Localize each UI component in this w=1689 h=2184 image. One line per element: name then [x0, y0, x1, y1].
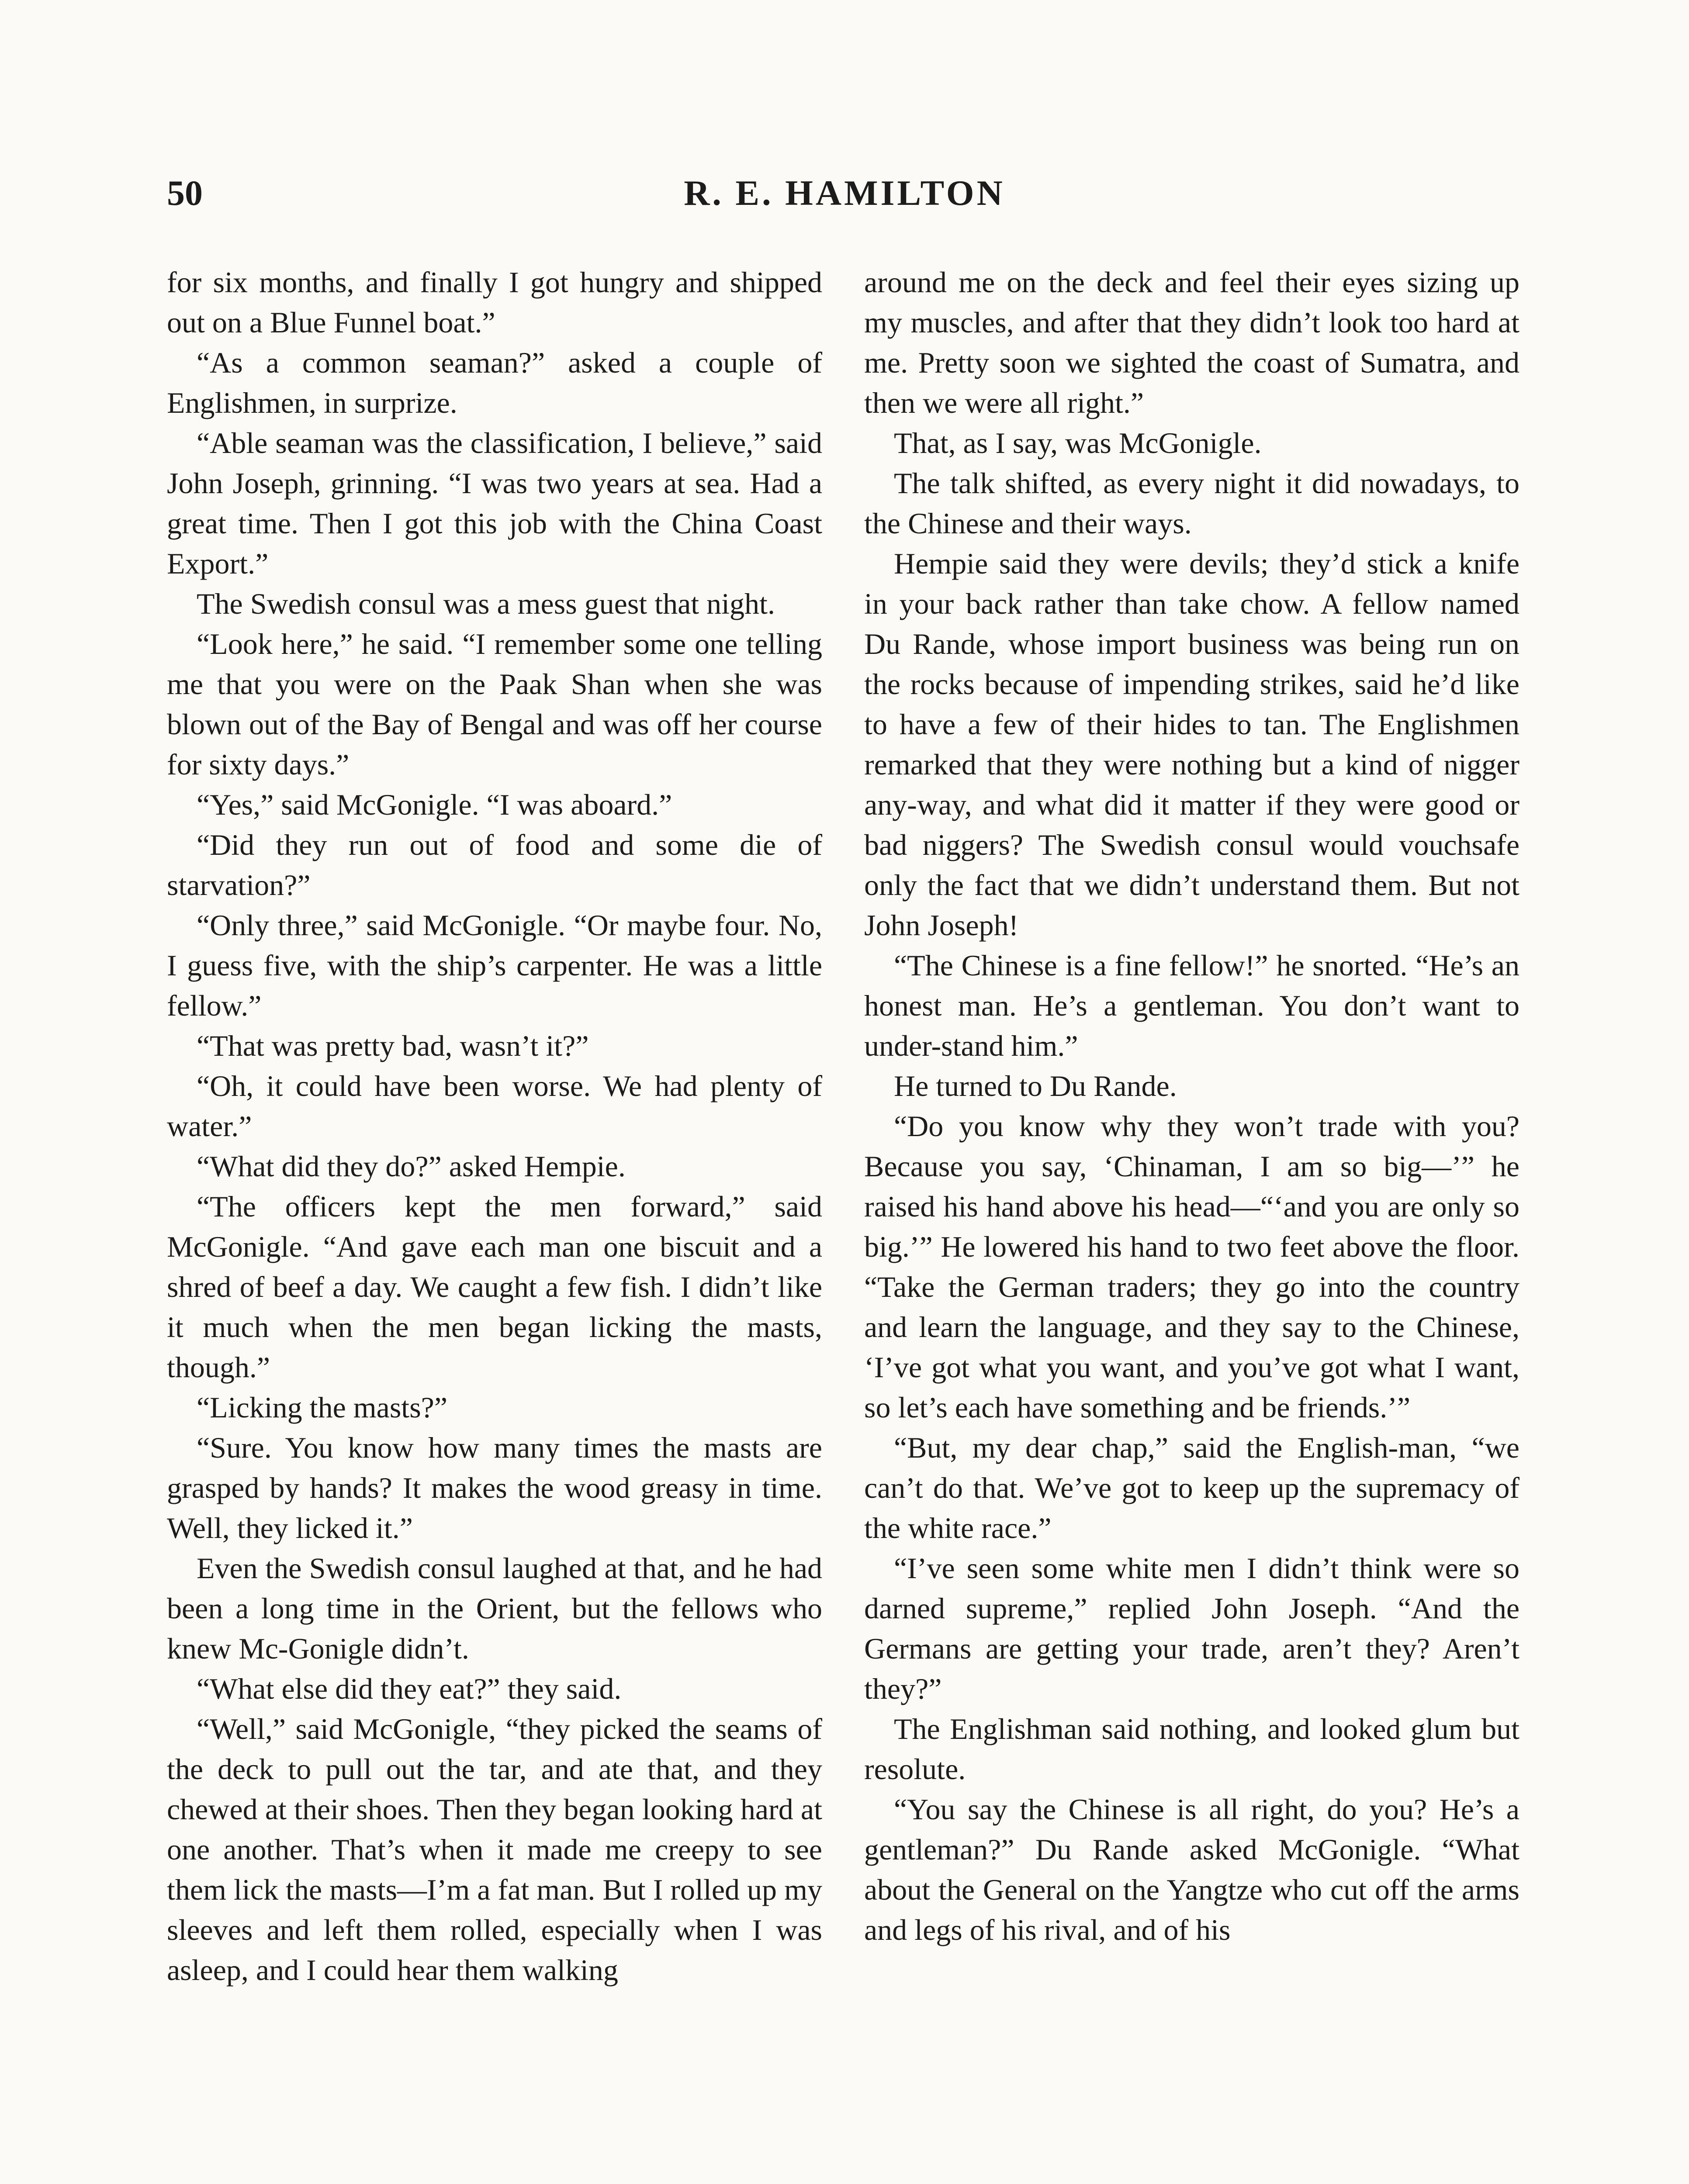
right-column — [864, 262, 1519, 1950]
paragraph: “Look here,” he said. “I remember some one telling me that you were on the Paak Shan when she was blown out of the Bay of Bengal and was off her course for sixty days.” — [167, 627, 822, 781]
page-header — [0, 173, 1689, 225]
paragraph: “What did they do?” asked Hempie. — [197, 1150, 626, 1183]
paragraph: The Swedish consul was a mess guest that night. — [197, 587, 775, 620]
paragraph: “Sure. You know how many times the masts are grasped by hands? It makes the wood greasy in time. Well, they licked it.” — [167, 1431, 822, 1545]
paragraph: Even the Swedish consul laughed at that, and he had been a long time in the Orient, but the fellows who knew Mc-Gonigle didn’t. — [167, 1552, 822, 1665]
paragraph: “Able seaman was the classification, I believe,” said John Joseph, grinning. “I was two years at sea. Had a great time. Then I got this job with the China Coast Export.” — [167, 426, 822, 580]
left-column — [167, 262, 822, 1990]
page-number: 50 — [167, 173, 203, 213]
paragraph: “The officers kept the men forward,” said McGonigle. “And gave each man one biscuit and a shred of beef a day. We caught a few fish. I didn’t like it much when the men began licking the masts, though.” — [167, 1190, 822, 1384]
paragraph: Hempie said they were devils; they’d stick a knife in your back rather than take chow. A fellow named Du Rande, whose import business was being run on the rocks because of impending strikes, said he’d like to have a few of their hides to tan. The Englishmen remarked that they were nothing but a kind of nigger any-way, and what did it matter if they were good or bad niggers? The Swedish consul would vouchsafe only the fact that we didn’t understand them. But not John Joseph! — [864, 547, 1519, 942]
paragraph: “I’ve seen some white men I didn’t think were so darned supreme,” replied John Joseph. “And the Germans are getting your trade, aren’t they? Aren’t they?” — [864, 1552, 1519, 1705]
paragraph: “Yes,” said McGonigle. “I was aboard.” — [197, 788, 672, 821]
paragraph: “Do you know why they won’t trade with you? Because you say, ‘Chinaman, I am so big—’” he raised his hand above his head—“‘and you are only so big.’” He lowered his hand to two feet above the floor. “Take the German traders; they go into the country and learn the language, and they say to the Chinese, ‘I’ve got what you want, and you’ve got what I want, so let’s each have something and be friends.’” — [864, 1109, 1519, 1424]
paragraph: for six months, and finally I got hungry and shipped out on a Blue Funnel boat.” — [167, 266, 822, 339]
running-head: R. E. HAMILTON — [684, 173, 1005, 213]
paragraph: “Licking the masts?” — [197, 1391, 448, 1424]
paragraph: “That was pretty bad, wasn’t it?” — [197, 1029, 589, 1062]
paragraph: He turned to Du Rande. — [894, 1069, 1177, 1102]
paragraph: “The Chinese is a fine fellow!” he snorted. “He’s an honest man. He’s a gentleman. You don’t want to under-stand him.” — [864, 949, 1519, 1062]
paragraph: “But, my dear chap,” said the English-man, “we can’t do that. We’ve got to keep up the supremacy of the white race.” — [864, 1431, 1519, 1545]
paragraph: “You say the Chinese is all right, do you? He’s a gentleman?” Du Rande asked McGonigle. “What about the General on the Yangtze who cut off the arms and legs of his rival, and of his — [864, 1793, 1519, 1946]
paragraph: “Oh, it could have been worse. We had plenty of water.” — [167, 1069, 822, 1143]
paragraph: The talk shifted, as every night it did nowadays, to the Chinese and their ways. — [864, 467, 1519, 540]
paragraph: The Englishman said nothing, and looked glum but resolute. — [864, 1712, 1519, 1786]
paragraph: “What else did they eat?” they said. — [197, 1672, 622, 1705]
paragraph: “As a common seaman?” asked a couple of Englishmen, in surprize. — [167, 346, 822, 419]
paragraph: “Only three,” said McGonigle. “Or maybe four. No, I guess five, with the ship’s carpenter. He was a little fellow.” — [167, 909, 822, 1022]
paragraph: That, as I say, was McGonigle. — [894, 426, 1262, 460]
paragraph: around me on the deck and feel their eyes sizing up my muscles, and after that they didn’t look too hard at me. Pretty soon we sighted the coast of Sumatra, and then we were all right.” — [864, 266, 1519, 419]
paragraph: “Well,” said McGonigle, “they picked the seams of the deck to pull out the tar, and ate that, and they chewed at their shoes. Then they began looking hard at one another. That’s when it made me creepy to see them lick the masts—I’m a fat man. But I rolled up my sleeves and left them rolled, especially when I was asleep, and I could hear them walking — [167, 1712, 822, 1987]
paragraph: “Did they run out of food and some die of starvation?” — [167, 828, 822, 902]
